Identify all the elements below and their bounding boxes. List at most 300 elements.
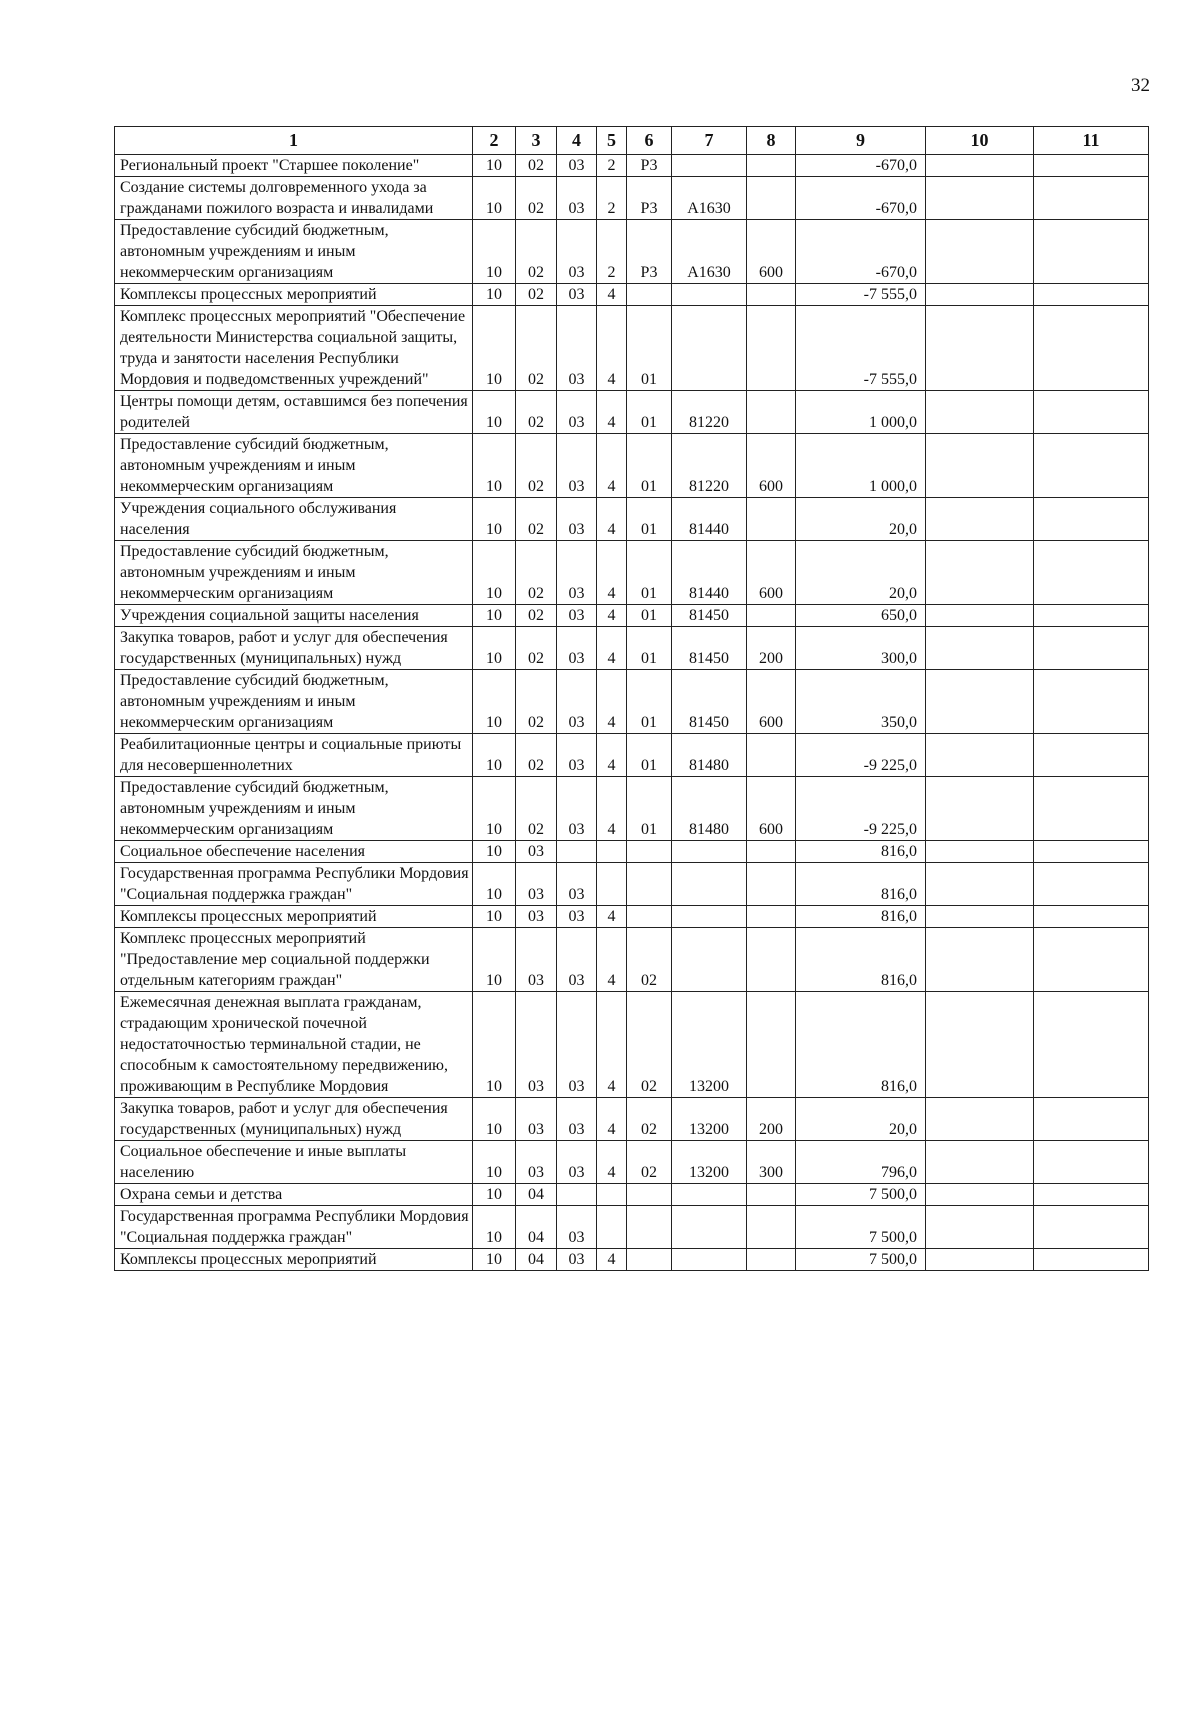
section-cell: 10	[473, 434, 516, 498]
direction-cell: 81480	[672, 734, 747, 777]
amount-cell: 816,0	[796, 863, 926, 906]
direction-cell	[672, 1249, 747, 1271]
expense-type-cell: 300	[747, 1141, 796, 1184]
subprogram-type-cell: 4	[597, 434, 627, 498]
subprogram-cell	[627, 906, 672, 928]
direction-cell: 81220	[672, 434, 747, 498]
column-header: 8	[747, 127, 796, 155]
column-header: 9	[796, 127, 926, 155]
program-cell: 03	[557, 928, 597, 992]
direction-cell: 81220	[672, 391, 747, 434]
col10-cell	[926, 777, 1034, 841]
subprogram-type-cell: 4	[597, 992, 627, 1098]
row-name-cell: Закупка товаров, работ и услуг для обеспечения государственных (муниципальных) нужд	[115, 1098, 473, 1141]
section-cell: 10	[473, 605, 516, 627]
program-cell: 03	[557, 1098, 597, 1141]
direction-cell: 81450	[672, 670, 747, 734]
subprogram-cell: 01	[627, 391, 672, 434]
column-header: 5	[597, 127, 627, 155]
subsection-cell: 03	[516, 928, 557, 992]
row-name-cell: Комплексы процессных мероприятий	[115, 906, 473, 928]
program-cell: 03	[557, 906, 597, 928]
section-cell: 10	[473, 992, 516, 1098]
subprogram-type-cell	[597, 841, 627, 863]
expense-type-cell: 600	[747, 670, 796, 734]
expense-type-cell: 600	[747, 220, 796, 284]
subsection-cell: 02	[516, 284, 557, 306]
amount-cell: -670,0	[796, 177, 926, 220]
amount-cell: -670,0	[796, 155, 926, 177]
program-cell: 03	[557, 391, 597, 434]
table-row	[115, 306, 1149, 391]
section-cell: 10	[473, 1206, 516, 1249]
direction-cell	[672, 841, 747, 863]
subprogram-type-cell: 4	[597, 391, 627, 434]
direction-cell: 81450	[672, 627, 747, 670]
subprogram-cell: 02	[627, 928, 672, 992]
expense-type-cell: 600	[747, 541, 796, 605]
table-body	[115, 155, 1149, 1271]
subprogram-type-cell	[597, 863, 627, 906]
col11-cell	[1034, 220, 1149, 284]
col10-cell	[926, 863, 1034, 906]
direction-cell: 81440	[672, 541, 747, 605]
subprogram-type-cell: 4	[597, 306, 627, 391]
expense-type-cell	[747, 391, 796, 434]
amount-cell: 816,0	[796, 928, 926, 992]
direction-cell	[672, 863, 747, 906]
table-row	[115, 841, 1149, 863]
subprogram-cell: Р3	[627, 155, 672, 177]
col11-cell	[1034, 906, 1149, 928]
subprogram-type-cell: 4	[597, 498, 627, 541]
section-cell: 10	[473, 284, 516, 306]
col10-cell	[926, 627, 1034, 670]
amount-cell: -7 555,0	[796, 284, 926, 306]
table-row	[115, 284, 1149, 306]
direction-cell	[672, 284, 747, 306]
direction-cell	[672, 1184, 747, 1206]
subprogram-type-cell: 2	[597, 155, 627, 177]
subsection-cell: 02	[516, 605, 557, 627]
subprogram-type-cell: 2	[597, 177, 627, 220]
row-name-cell: Закупка товаров, работ и услуг для обеспечения государственных (муниципальных) нужд	[115, 627, 473, 670]
subsection-cell: 02	[516, 670, 557, 734]
subprogram-type-cell: 4	[597, 627, 627, 670]
table-row	[115, 928, 1149, 992]
col11-cell	[1034, 670, 1149, 734]
expense-type-cell	[747, 1206, 796, 1249]
col10-cell	[926, 992, 1034, 1098]
col10-cell	[926, 734, 1034, 777]
subsection-cell: 03	[516, 1098, 557, 1141]
amount-cell: -670,0	[796, 220, 926, 284]
subprogram-cell: 01	[627, 627, 672, 670]
col10-cell	[926, 306, 1034, 391]
row-name-cell: Социальное обеспечение населения	[115, 841, 473, 863]
subprogram-cell: 01	[627, 541, 672, 605]
col10-cell	[926, 284, 1034, 306]
col10-cell	[926, 541, 1034, 605]
program-cell: 03	[557, 1206, 597, 1249]
program-cell: 03	[557, 177, 597, 220]
page-number: 32	[1131, 75, 1150, 96]
table-row	[115, 627, 1149, 670]
row-name-cell: Социальное обеспечение и иные выплаты населению	[115, 1141, 473, 1184]
section-cell: 10	[473, 177, 516, 220]
column-header: 3	[516, 127, 557, 155]
table-row	[115, 177, 1149, 220]
table-row	[115, 777, 1149, 841]
col11-cell	[1034, 155, 1149, 177]
col11-cell	[1034, 1184, 1149, 1206]
program-cell: 03	[557, 498, 597, 541]
row-name-cell: Реабилитационные центры и социальные приюты для несовершеннолетних	[115, 734, 473, 777]
subprogram-cell: 01	[627, 670, 672, 734]
program-cell: 03	[557, 284, 597, 306]
amount-cell: 1 000,0	[796, 391, 926, 434]
col11-cell	[1034, 306, 1149, 391]
col10-cell	[926, 434, 1034, 498]
subsection-cell: 04	[516, 1249, 557, 1271]
row-name-cell: Ежемесячная денежная выплата гражданам, страдающим хронической почечной недостаточностью терминальной стадии, не способным к самостоятельному передвижению, проживающим в Республике Мордовия	[115, 992, 473, 1098]
program-cell: 03	[557, 1249, 597, 1271]
subprogram-type-cell: 4	[597, 777, 627, 841]
direction-cell	[672, 306, 747, 391]
subsection-cell: 03	[516, 841, 557, 863]
amount-cell: 20,0	[796, 541, 926, 605]
budget-table	[114, 126, 1149, 1271]
subprogram-type-cell: 4	[597, 928, 627, 992]
expense-type-cell	[747, 928, 796, 992]
table-row	[115, 1184, 1149, 1206]
section-cell: 10	[473, 627, 516, 670]
subsection-cell: 02	[516, 434, 557, 498]
subprogram-type-cell: 4	[597, 734, 627, 777]
header-row	[115, 127, 1149, 155]
direction-cell: А1630	[672, 177, 747, 220]
col10-cell	[926, 391, 1034, 434]
amount-cell: 796,0	[796, 1141, 926, 1184]
section-cell: 10	[473, 777, 516, 841]
direction-cell	[672, 928, 747, 992]
section-cell: 10	[473, 306, 516, 391]
subprogram-cell	[627, 1249, 672, 1271]
amount-cell: 300,0	[796, 627, 926, 670]
subprogram-cell: 02	[627, 992, 672, 1098]
col10-cell	[926, 1098, 1034, 1141]
subprogram-type-cell: 4	[597, 605, 627, 627]
table-row	[115, 670, 1149, 734]
col10-cell	[926, 605, 1034, 627]
expense-type-cell: 200	[747, 627, 796, 670]
row-name-cell: Создание системы долговременного ухода за гражданами пожилого возраста и инвалидами	[115, 177, 473, 220]
direction-cell: 13200	[672, 1098, 747, 1141]
amount-cell: 20,0	[796, 498, 926, 541]
subprogram-type-cell	[597, 1184, 627, 1206]
row-name-cell: Предоставление субсидий бюджетным, автономным учреждениям и иным некоммерческим организациям	[115, 670, 473, 734]
table-row	[115, 1249, 1149, 1271]
column-header: 2	[473, 127, 516, 155]
section-cell: 10	[473, 391, 516, 434]
section-cell: 10	[473, 670, 516, 734]
column-header: 7	[672, 127, 747, 155]
section-cell: 10	[473, 906, 516, 928]
amount-cell: 350,0	[796, 670, 926, 734]
direction-cell	[672, 155, 747, 177]
col11-cell	[1034, 177, 1149, 220]
amount-cell: 7 500,0	[796, 1249, 926, 1271]
subsection-cell: 04	[516, 1184, 557, 1206]
expense-type-cell: 600	[747, 434, 796, 498]
table-row	[115, 906, 1149, 928]
col10-cell	[926, 155, 1034, 177]
subprogram-cell: 01	[627, 434, 672, 498]
amount-cell: 816,0	[796, 992, 926, 1098]
expense-type-cell	[747, 177, 796, 220]
program-cell: 03	[557, 670, 597, 734]
program-cell: 03	[557, 220, 597, 284]
subsection-cell: 02	[516, 220, 557, 284]
subprogram-cell	[627, 1184, 672, 1206]
subprogram-type-cell	[597, 1206, 627, 1249]
col11-cell	[1034, 391, 1149, 434]
row-name-cell: Предоставление субсидий бюджетным, автономным учреждениям и иным некоммерческим организациям	[115, 434, 473, 498]
col11-cell	[1034, 434, 1149, 498]
program-cell: 03	[557, 777, 597, 841]
col10-cell	[926, 928, 1034, 992]
col11-cell	[1034, 734, 1149, 777]
section-cell: 10	[473, 541, 516, 605]
direction-cell	[672, 906, 747, 928]
subprogram-cell: 01	[627, 498, 672, 541]
amount-cell: 7 500,0	[796, 1206, 926, 1249]
expense-type-cell	[747, 992, 796, 1098]
row-name-cell: Предоставление субсидий бюджетным, автономным учреждениям и иным некоммерческим организациям	[115, 220, 473, 284]
subprogram-type-cell: 4	[597, 906, 627, 928]
subsection-cell: 02	[516, 391, 557, 434]
subprogram-type-cell: 4	[597, 1141, 627, 1184]
col11-cell	[1034, 1249, 1149, 1271]
expense-type-cell	[747, 734, 796, 777]
col11-cell	[1034, 627, 1149, 670]
col11-cell	[1034, 928, 1149, 992]
section-cell: 10	[473, 1141, 516, 1184]
section-cell: 10	[473, 155, 516, 177]
col11-cell	[1034, 284, 1149, 306]
table-row	[115, 434, 1149, 498]
program-cell: 03	[557, 734, 597, 777]
program-cell: 03	[557, 605, 597, 627]
col11-cell	[1034, 992, 1149, 1098]
col11-cell	[1034, 841, 1149, 863]
row-name-cell: Комплекс процессных мероприятий "Предоставление мер социальной поддержки отдельным категориям граждан"	[115, 928, 473, 992]
amount-cell: 650,0	[796, 605, 926, 627]
expense-type-cell	[747, 306, 796, 391]
col10-cell	[926, 177, 1034, 220]
col11-cell	[1034, 1206, 1149, 1249]
table-row	[115, 1098, 1149, 1141]
subsection-cell: 02	[516, 627, 557, 670]
table-row	[115, 220, 1149, 284]
section-cell: 10	[473, 928, 516, 992]
column-header: 10	[926, 127, 1034, 155]
col10-cell	[926, 220, 1034, 284]
table-row	[115, 605, 1149, 627]
subprogram-cell	[627, 841, 672, 863]
col11-cell	[1034, 1098, 1149, 1141]
expense-type-cell	[747, 155, 796, 177]
section-cell: 10	[473, 1184, 516, 1206]
table-row	[115, 498, 1149, 541]
col10-cell	[926, 1249, 1034, 1271]
expense-type-cell	[747, 863, 796, 906]
section-cell: 10	[473, 498, 516, 541]
subprogram-cell: Р3	[627, 177, 672, 220]
subsection-cell: 03	[516, 863, 557, 906]
table-row	[115, 391, 1149, 434]
subprogram-cell: Р3	[627, 220, 672, 284]
row-name-cell: Комплексы процессных мероприятий	[115, 284, 473, 306]
program-cell: 03	[557, 1141, 597, 1184]
col10-cell	[926, 1206, 1034, 1249]
expense-type-cell	[747, 1249, 796, 1271]
table-row	[115, 992, 1149, 1098]
amount-cell: 1 000,0	[796, 434, 926, 498]
expense-type-cell: 600	[747, 777, 796, 841]
subsection-cell: 03	[516, 1141, 557, 1184]
table-row	[115, 1141, 1149, 1184]
direction-cell: 81480	[672, 777, 747, 841]
section-cell: 10	[473, 734, 516, 777]
table-row	[115, 734, 1149, 777]
direction-cell	[672, 1206, 747, 1249]
subsection-cell: 02	[516, 541, 557, 605]
column-header: 11	[1034, 127, 1149, 155]
col10-cell	[926, 1184, 1034, 1206]
col10-cell	[926, 841, 1034, 863]
expense-type-cell	[747, 284, 796, 306]
row-name-cell: Учреждения социальной защиты населения	[115, 605, 473, 627]
col11-cell	[1034, 1141, 1149, 1184]
direction-cell: 13200	[672, 992, 747, 1098]
subprogram-type-cell: 4	[597, 284, 627, 306]
amount-cell: -7 555,0	[796, 306, 926, 391]
subsection-cell: 03	[516, 906, 557, 928]
table-row	[115, 863, 1149, 906]
subsection-cell: 04	[516, 1206, 557, 1249]
subsection-cell: 02	[516, 777, 557, 841]
col11-cell	[1034, 605, 1149, 627]
subprogram-cell: 01	[627, 605, 672, 627]
col11-cell	[1034, 498, 1149, 541]
subprogram-cell: 01	[627, 734, 672, 777]
program-cell: 03	[557, 541, 597, 605]
row-name-cell: Государственная программа Республики Мордовия "Социальная поддержка граждан"	[115, 1206, 473, 1249]
section-cell: 10	[473, 1249, 516, 1271]
expense-type-cell	[747, 906, 796, 928]
subprogram-cell	[627, 1206, 672, 1249]
row-name-cell: Центры помощи детям, оставшимся без попечения родителей	[115, 391, 473, 434]
col10-cell	[926, 1141, 1034, 1184]
subprogram-cell: 01	[627, 306, 672, 391]
subprogram-cell: 02	[627, 1098, 672, 1141]
subprogram-cell: 02	[627, 1141, 672, 1184]
subprogram-cell	[627, 284, 672, 306]
row-name-cell: Комплексы процессных мероприятий	[115, 1249, 473, 1271]
expense-type-cell	[747, 1184, 796, 1206]
program-cell: 03	[557, 434, 597, 498]
subprogram-type-cell: 4	[597, 541, 627, 605]
subprogram-type-cell: 4	[597, 1249, 627, 1271]
subprogram-type-cell: 4	[597, 1098, 627, 1141]
amount-cell: 816,0	[796, 906, 926, 928]
section-cell: 10	[473, 841, 516, 863]
amount-cell: 816,0	[796, 841, 926, 863]
section-cell: 10	[473, 220, 516, 284]
direction-cell: 81450	[672, 605, 747, 627]
subsection-cell: 02	[516, 498, 557, 541]
row-name-cell: Учреждения социального обслуживания населения	[115, 498, 473, 541]
subsection-cell: 02	[516, 734, 557, 777]
section-cell: 10	[473, 1098, 516, 1141]
table-row	[115, 541, 1149, 605]
section-cell: 10	[473, 863, 516, 906]
row-name-cell: Государственная программа Республики Мордовия "Социальная поддержка граждан"	[115, 863, 473, 906]
col11-cell	[1034, 777, 1149, 841]
program-cell: 03	[557, 863, 597, 906]
col10-cell	[926, 670, 1034, 734]
subsection-cell: 02	[516, 177, 557, 220]
direction-cell: 13200	[672, 1141, 747, 1184]
column-header: 6	[627, 127, 672, 155]
expense-type-cell	[747, 605, 796, 627]
col10-cell	[926, 906, 1034, 928]
col10-cell	[926, 498, 1034, 541]
col11-cell	[1034, 863, 1149, 906]
program-cell: 03	[557, 155, 597, 177]
program-cell: 03	[557, 992, 597, 1098]
table-row	[115, 155, 1149, 177]
row-name-cell: Предоставление субсидий бюджетным, автономным учреждениям и иным некоммерческим организациям	[115, 777, 473, 841]
col11-cell	[1034, 541, 1149, 605]
subprogram-type-cell: 4	[597, 670, 627, 734]
subprogram-cell: 01	[627, 777, 672, 841]
column-header: 4	[557, 127, 597, 155]
direction-cell: 81440	[672, 498, 747, 541]
subsection-cell: 03	[516, 992, 557, 1098]
row-name-cell: Предоставление субсидий бюджетным, автономным учреждениям и иным некоммерческим организациям	[115, 541, 473, 605]
amount-cell: 20,0	[796, 1098, 926, 1141]
row-name-cell: Комплекс процессных мероприятий "Обеспечение деятельности Министерства социальной защиты, труда и занятости населения Республики Мордовия и подведомственных учреждений"	[115, 306, 473, 391]
subprogram-type-cell: 2	[597, 220, 627, 284]
subsection-cell: 02	[516, 306, 557, 391]
direction-cell: А1630	[672, 220, 747, 284]
row-name-cell: Региональный проект "Старшее поколение"	[115, 155, 473, 177]
row-name-cell: Охрана семьи и детства	[115, 1184, 473, 1206]
table-row	[115, 1206, 1149, 1249]
amount-cell: -9 225,0	[796, 734, 926, 777]
expense-type-cell	[747, 498, 796, 541]
program-cell	[557, 841, 597, 863]
program-cell: 03	[557, 627, 597, 670]
subprogram-cell	[627, 863, 672, 906]
column-header: 1	[115, 127, 473, 155]
expense-type-cell: 200	[747, 1098, 796, 1141]
program-cell: 03	[557, 306, 597, 391]
expense-type-cell	[747, 841, 796, 863]
subsection-cell: 02	[516, 155, 557, 177]
